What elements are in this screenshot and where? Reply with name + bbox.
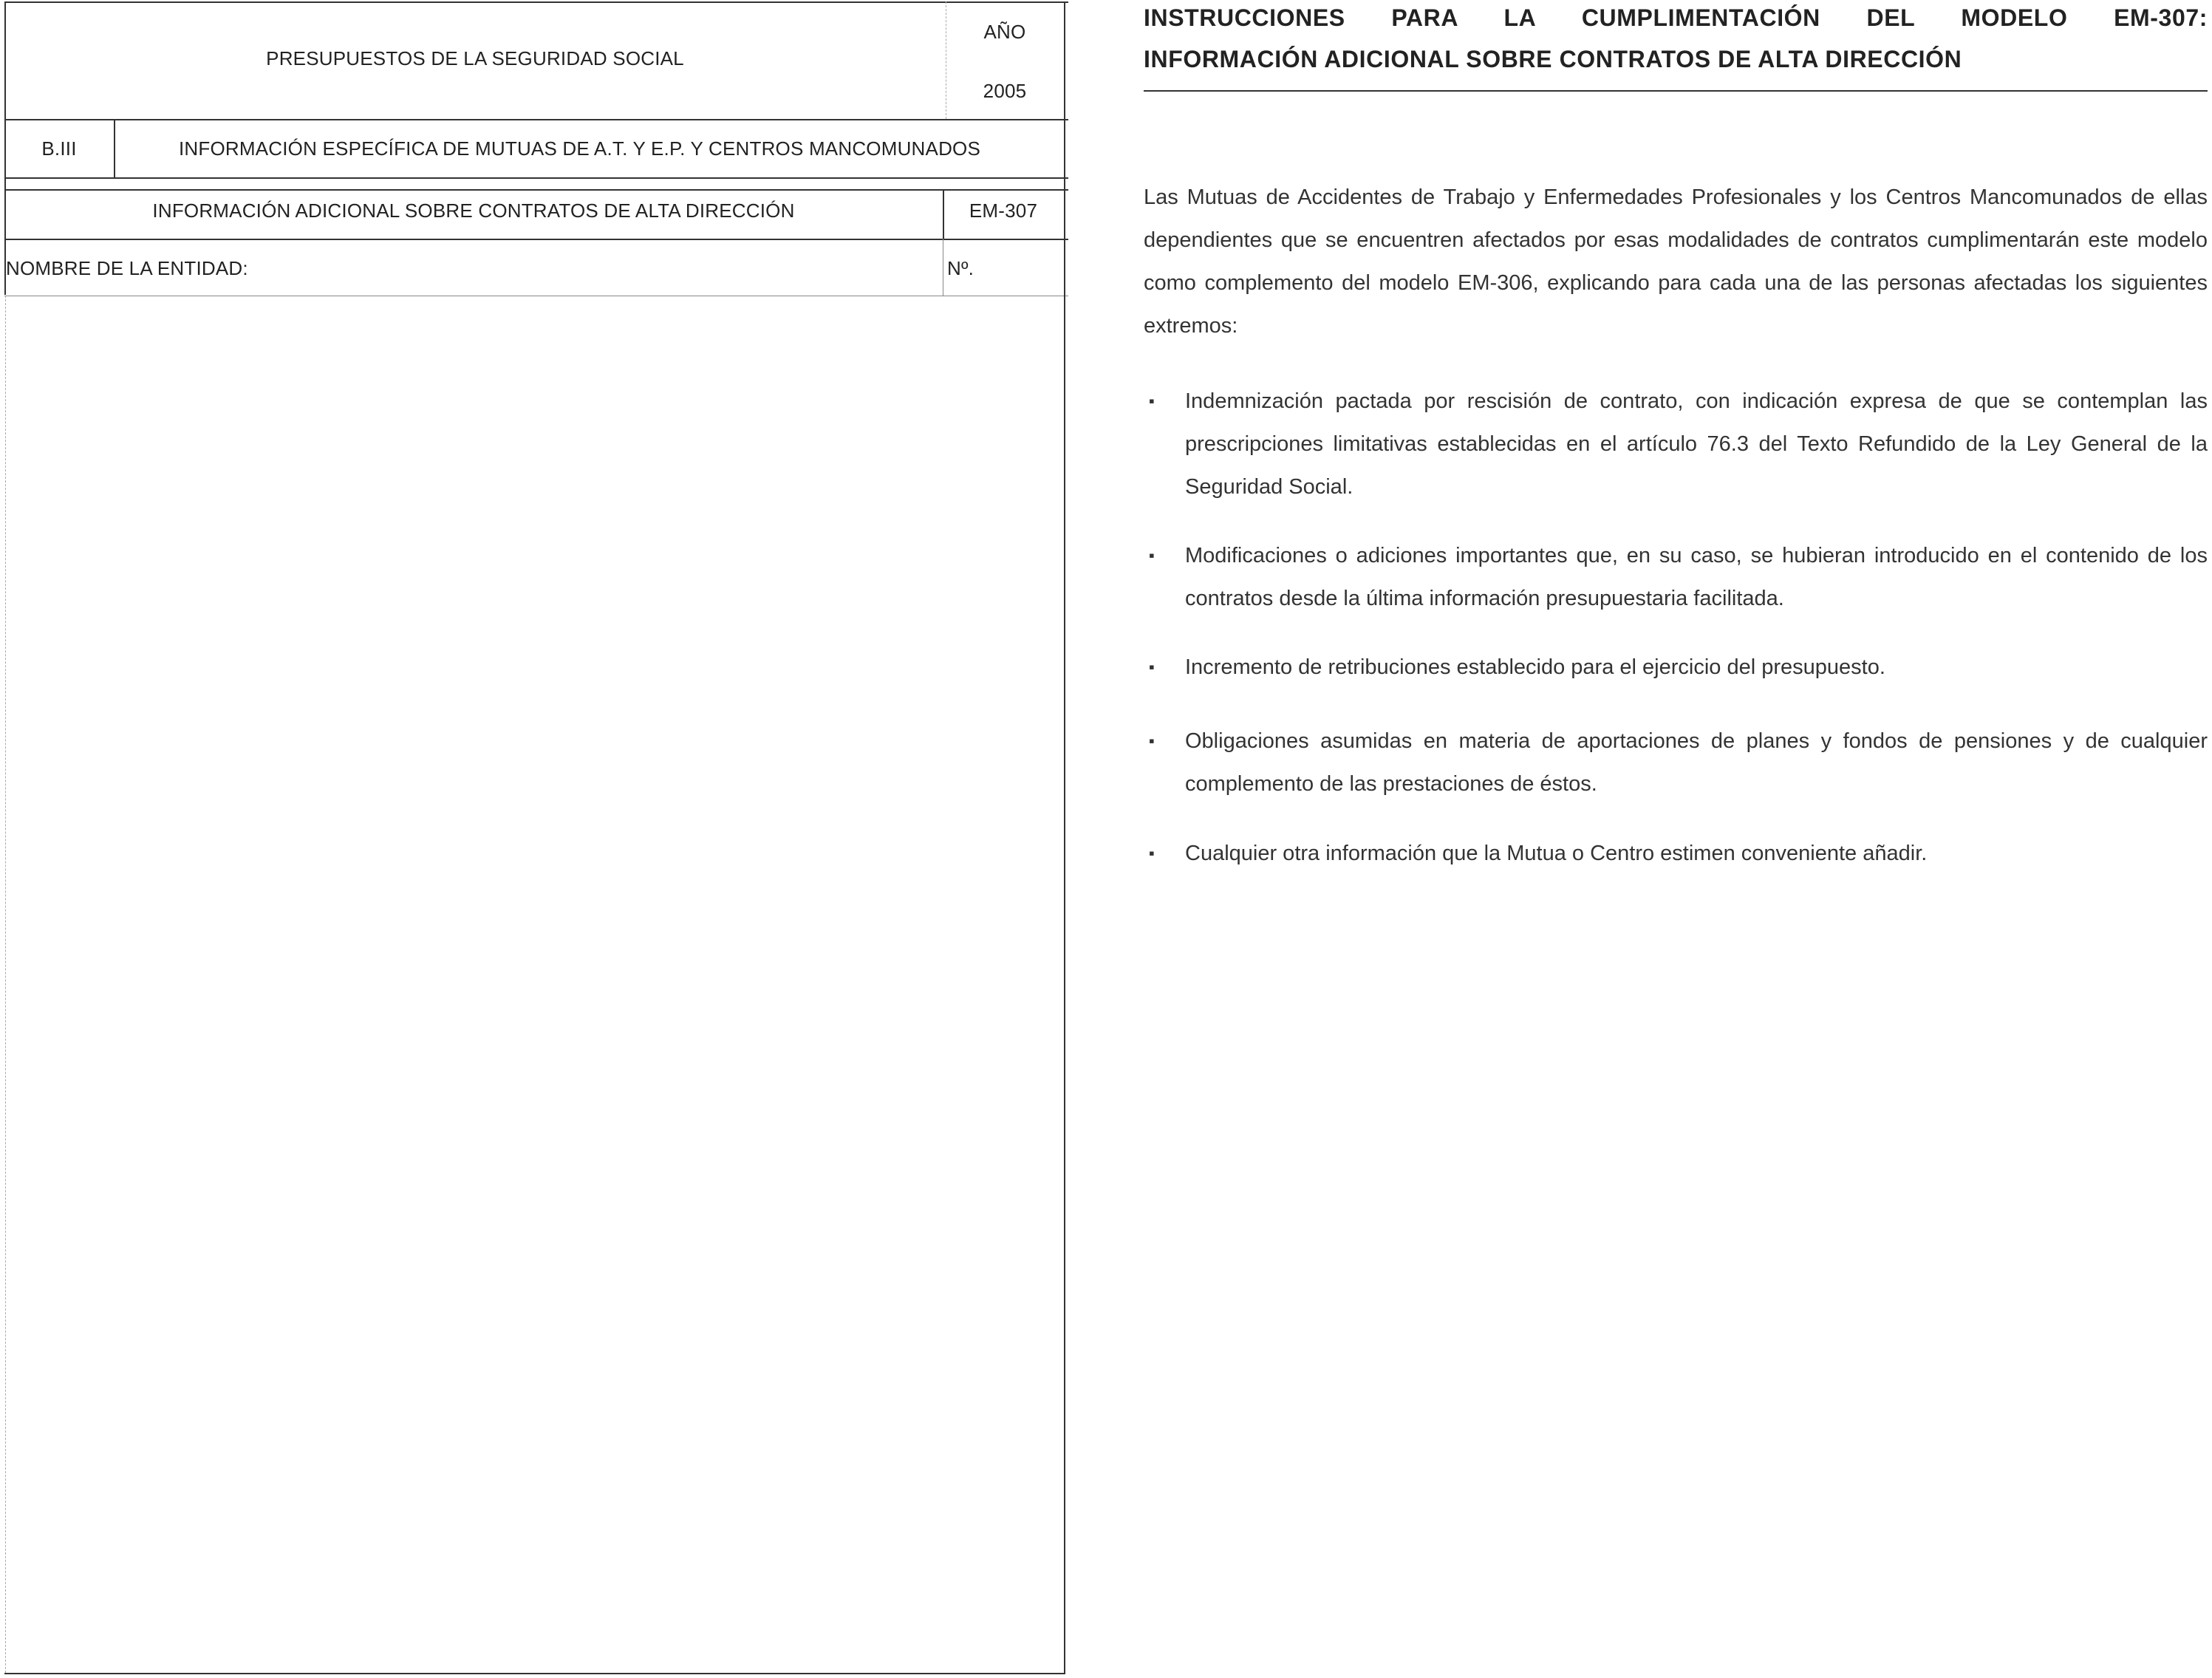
bullet-icon: ▪ [1149,546,1155,565]
list-item-text: Obligaciones asumidas en materia de aportaciones de planes y fondos de pensiones y de cualquier complemento de las prestaciones de éstos. [1185,729,2208,796]
form-bottom-border [4,1673,1064,1674]
instructions-subtitle: INFORMACIÓN ADICIONAL SOBRE CONTRATOS DE ALTA DIRECCIÓN [1144,46,1962,72]
year-label: AÑO [983,21,1026,43]
entity-name-label: NOMBRE DE LA ENTIDAD: [6,257,248,279]
year-value: 2005 [983,80,1027,102]
form-title: PRESUPUESTOS DE LA SEGURIDAD SOCIAL [266,47,684,69]
bullet-icon: ▪ [1149,731,1155,750]
bullet-icon: ▪ [1149,658,1155,676]
form-em-307 [0,0,1068,1678]
section-code: B.III [41,137,77,160]
model-code: EM-307 [969,199,1038,222]
form-model-top-border [4,189,1068,191]
bullet-icon: ▪ [1149,844,1155,862]
bullet-icon: ▪ [1149,392,1155,410]
section-code-divider [114,119,115,177]
form-section-bottom-border [4,177,1068,179]
list-item-text: Indemnización pactada por rescisión de contrato, con indicación expresa de que se contemplan las prescripciones limitativas establecidas en el artículo 76.3 del Texto Refundido de la Ley General de la Seguridad Social. [1185,389,2208,499]
instructions-intro: Las Mutuas de Accidentes de Trabajo y Enfermedades Profesionales y los Centros Mancomunados de ellas dependientes que se encuentren afectados por esas modalidades de contratos cumplimentarán este modelo como complemento del modelo EM-306, explicando para cada una de las personas afectadas los siguientes extremos: [1144,185,2208,338]
list-item-text: Cualquier otra información que la Mutua o Centro estimen conveniente añadir. [1185,842,1928,865]
list-item-text: Incremento de retribuciones establecido para el ejercicio del presupuesto. [1185,655,1885,679]
form-model-bottom-border [4,239,1068,240]
model-title: INFORMACIÓN ADICIONAL SOBRE CONTRATOS DE ALTA DIRECCIÓN [152,199,795,222]
form-header-bottom-border [4,119,1068,120]
section-title: INFORMACIÓN ESPECÍFICA DE MUTUAS DE A.T. Y E.P. Y CENTROS MANCOMUNADOS [179,137,981,160]
instructions-title: INSTRUCCIONES PARA LA CUMPLIMENTACIÓN DEL MODELO EM-307: [1144,4,2208,31]
title-rule [1144,90,2208,92]
entity-number-label: Nº. [947,257,974,279]
form-body-area [6,297,1064,1673]
list-item-text: Modificaciones o adiciones importantes que, en su caso, se hubieran introducido en el contenido de los contratos desde la última información presupuestaria facilitada. [1185,544,2208,610]
form-top-border [4,1,1068,3]
form-right-border [1064,1,1065,1674]
